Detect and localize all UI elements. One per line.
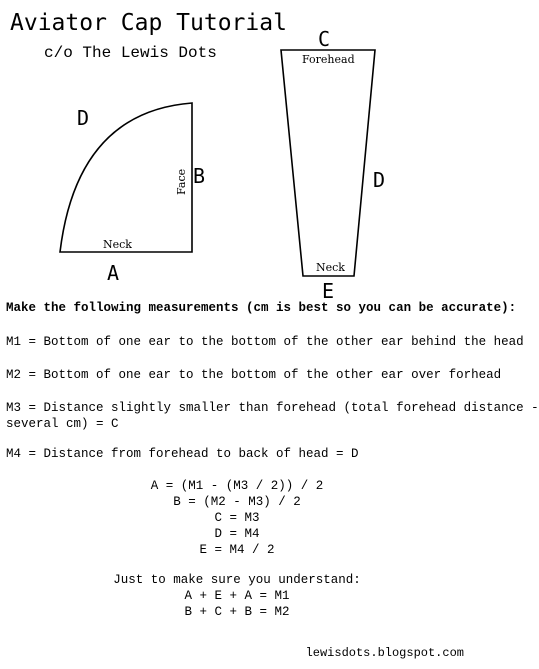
center-strip-piece bbox=[281, 27, 385, 303]
footer-url: lewisdots.blogspot.com bbox=[305, 646, 464, 660]
label-d-curve: D bbox=[77, 106, 90, 130]
measurement-m2: M2 = Bottom of one ear to the bottom of the other ear over forhead bbox=[6, 368, 502, 382]
label-a: A bbox=[107, 261, 120, 285]
side-panel-piece bbox=[60, 103, 205, 285]
measurement-m1: M1 = Bottom of one ear to the bottom of the other ear behind the head bbox=[6, 335, 524, 349]
label-c: C bbox=[318, 27, 331, 51]
label-d-strip: D bbox=[373, 168, 386, 192]
formula-b: B = (M2 - M3) / 2 bbox=[173, 495, 301, 509]
measurement-m3-line1: M3 = Distance slightly smaller than forehead (total forehead distance - bbox=[6, 401, 539, 415]
formula-d: D = M4 bbox=[214, 527, 260, 541]
pattern-diagram bbox=[0, 0, 474, 303]
center-strip-outline bbox=[281, 50, 375, 276]
edge-label-forehead: Forehead bbox=[302, 53, 355, 66]
formula-e: E = M4 / 2 bbox=[199, 543, 275, 557]
check-equation-2: B + C + B = M2 bbox=[184, 605, 290, 619]
edge-label-neck: Neck bbox=[103, 238, 132, 251]
label-e: E bbox=[322, 279, 335, 303]
measurement-m3-line2: several cm) = C bbox=[6, 417, 119, 431]
check-heading: Just to make sure you understand: bbox=[113, 573, 361, 587]
measurement-m4: M4 = Distance from forehead to back of head = D bbox=[6, 447, 359, 461]
credit-line: c/o The Lewis Dots bbox=[44, 44, 217, 62]
edge-label-face: Face bbox=[175, 168, 188, 195]
check-equation-1: A + E + A = M1 bbox=[184, 589, 290, 603]
page-title: Aviator Cap Tutorial bbox=[10, 10, 287, 36]
label-b: B bbox=[193, 164, 206, 188]
measurements-heading: Make the following measurements (cm is best so you can be accurate): bbox=[6, 301, 517, 315]
formula-c: C = M3 bbox=[214, 511, 260, 525]
edge-label-neck-strip: Neck bbox=[316, 261, 345, 274]
formula-a: A = (M1 - (M3 / 2)) / 2 bbox=[150, 479, 324, 493]
